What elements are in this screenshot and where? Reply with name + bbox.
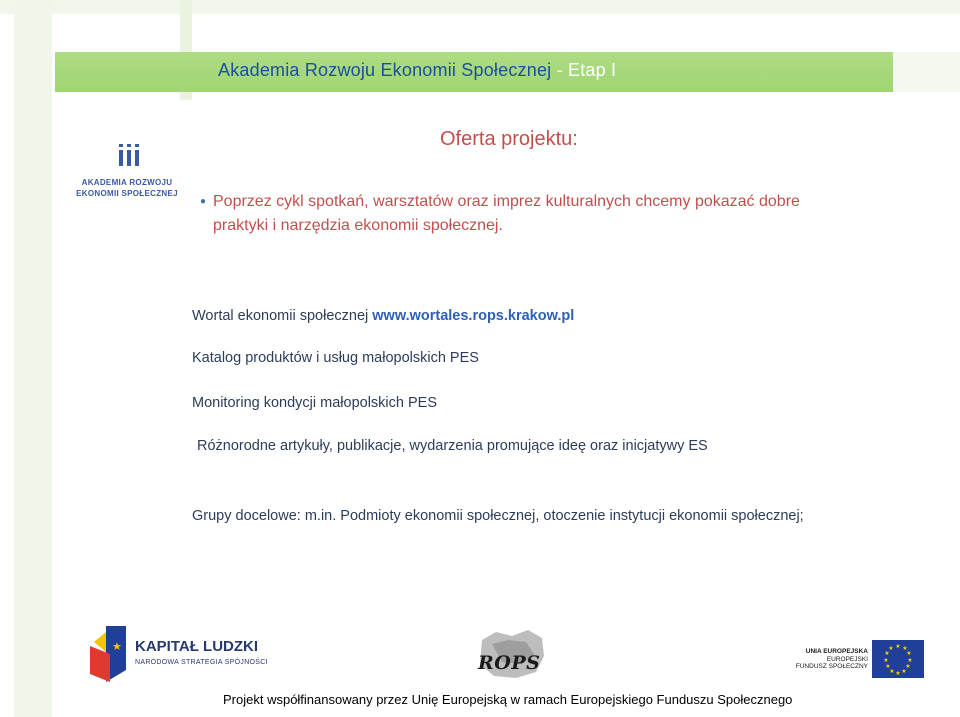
columns-icon <box>117 140 141 170</box>
svg-text:★: ★ <box>885 663 891 670</box>
akademia-logo <box>62 140 192 210</box>
akademia-logo-line1: AKADEMIA ROZWOJU <box>81 178 173 187</box>
svg-text:★: ★ <box>888 645 894 652</box>
wortal-label: Wortal ekonomii społecznej <box>192 308 373 324</box>
header-etap: Etap I <box>567 60 617 80</box>
rops-logo <box>472 626 550 682</box>
eu-logo <box>790 638 930 680</box>
svg-text:★: ★ <box>895 670 901 677</box>
svg-text:★: ★ <box>884 650 890 657</box>
decor-stripe-left <box>14 0 52 717</box>
svg-text:★: ★ <box>895 643 901 650</box>
eu-line-1: UNIA EUROPEJSKA <box>805 648 868 655</box>
header-title-main: Akademia Rozwoju Ekonomii Społecznej <box>218 60 552 80</box>
eu-flag-icon <box>872 640 924 678</box>
eu-line-3: FUNDUSZ SPOŁECZNY <box>795 663 868 670</box>
bullet-item <box>200 190 840 238</box>
roznorodne-line: Różnorodne artykuły, publikacje, wydarzenia promujące ideę oraz inicjatywy ES <box>197 438 708 454</box>
wortal-link[interactable]: www.wortales.rops.krakow.pl <box>372 308 575 324</box>
svg-text:★: ★ <box>907 657 913 664</box>
header-bar-end <box>893 52 960 92</box>
grupy-line: Grupy docelowe: m.in. Podmioty ekonomii społecznej, otoczenie instytucji ekonomii społecznej; <box>192 508 804 524</box>
wortal-line <box>192 308 574 324</box>
slide-title: Oferta projektu: <box>440 128 578 150</box>
kapital-ludzki-title: KAPITAŁ LUDZKI <box>135 638 259 655</box>
katalog-line: Katalog produktów i usług małopolskich PES <box>192 350 479 366</box>
svg-text:★: ★ <box>112 640 122 653</box>
kapital-ludzki-subtitle: NARODOWA STRATEGIA SPÓJNOŚCI <box>135 659 268 666</box>
footer-text: Projekt współfinansowany przez Unię Europejską w ramach Europejskiego Funduszu Społecznego <box>223 692 793 707</box>
akademia-logo-line2: EKONOMII SPOŁECZNEJ <box>76 189 178 198</box>
rops-text: ROPS <box>478 652 541 674</box>
svg-text:★: ★ <box>901 668 907 675</box>
svg-text:★: ★ <box>906 650 912 657</box>
decor-stripe-top <box>0 0 960 14</box>
svg-text:★: ★ <box>883 657 889 664</box>
svg-text:★: ★ <box>905 663 911 670</box>
svg-text:★: ★ <box>902 645 908 652</box>
svg-text:★: ★ <box>889 668 895 675</box>
header-separator: - <box>551 60 568 80</box>
header-title <box>218 60 616 81</box>
monitoring-line: Monitoring kondycji małopolskich PES <box>192 395 437 411</box>
kapital-ludzki-logo <box>80 622 270 684</box>
kapital-ludzki-emblem-icon <box>84 624 134 684</box>
bullet-text: Poprzez cykl spotkań, warsztatów oraz imprez kulturalnych chcemy pokazać dobre praktyki i narzędzia ekonomii społecznej. <box>213 193 800 234</box>
eu-line-2: EUROPEJSKI <box>826 656 868 663</box>
bullet-dot-icon: ● <box>200 196 207 207</box>
